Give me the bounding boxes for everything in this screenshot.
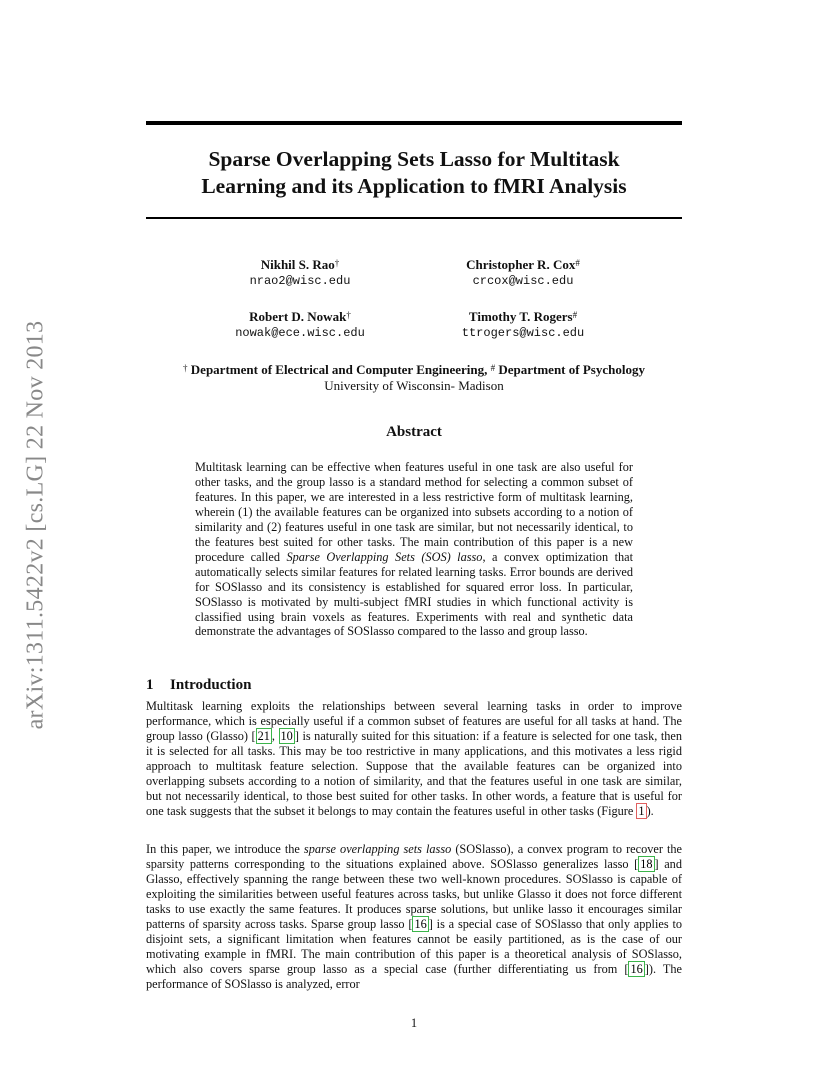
author-email: ttrogers@wisc.edu [461, 326, 585, 340]
affiliation [146, 362, 682, 394]
paper-title [146, 146, 682, 200]
citation-link[interactable]: 10 [280, 729, 293, 744]
author-name: Christopher R. Cox [466, 257, 576, 272]
abstract-emphasis: Sparse Overlapping Sets (SOS) lasso [286, 549, 483, 564]
intro-paragraph-1: Multitask learning exploits the relationships between several learning tasks in order to improve performance, which is especially useful if a common subset of features are useful for all tasks at hand. The group lasso (Glasso) [ 21 , 10 ] is naturally suited for this situation: if a feature is selected for one task, then it is selected for all tasks. This may be too restrictive in many applications, and this motivates a less rigid approach to multitask feature selection. Suppose that the available features can be organized into overlapping subsets according to a notion of similarity, and that the features useful in one task are similar, but not necessarily identical, to those best suited for other tasks. In other words, a feature that is useful for one task suggests that the subset it belongs to may contain the features useful in other tasks (Figure 1 ). [146, 699, 682, 819]
department-psychology: Department of Psychology [498, 362, 645, 377]
section-heading [146, 677, 251, 694]
author-name: Nikhil S. Rao [260, 257, 335, 272]
arxiv-id-text: arXiv:1311.5422v2 [cs.LG] 22 Nov 2013 [22, 320, 49, 730]
author-block [190, 309, 410, 341]
intro-emphasis: sparse overlapping sets lasso [303, 842, 452, 856]
author-email: nowak@ece.wisc.edu [235, 326, 365, 340]
author-mark: † [334, 258, 340, 268]
author-mark: # [575, 258, 580, 268]
citation-link[interactable]: 21 [257, 729, 270, 744]
title-line-2: Learning and its Application to fMRI Analysis [201, 174, 627, 198]
abstract-heading: Abstract [386, 424, 442, 440]
top-rule [146, 121, 682, 125]
affiliation-mark: # [490, 363, 496, 373]
affiliation-mark: † [183, 363, 188, 373]
department-ece: Department of Electrical and Computer Engineering, [190, 362, 488, 377]
title-line-1: Sparse Overlapping Sets Lasso for Multitask [208, 147, 620, 171]
intro-paragraph-2: In this paper, we introduce the sparse overlapping sets lasso (SOSlasso), a convex program to recover the sparsity patterns corresponding to the situations explained above. SOSlasso generalizes lasso [ 18 ] and Glasso, effectively spanning the range between these two well-known procedures. SOSlasso is capable of exploiting the similarities between useful features across tasks, but unlike Glasso it does not force different tasks to use exactly the same features. It produces sparse solutions, but unlike lasso it encourages similar patterns of sparsity across tasks. Sparse group lasso [ 16 ] is a special case of SOSlasso that only applies to disjoint sets, a significant limitation when features cannot be easily partitioned, as is the case of our motivating example in fMRI. The main contribution of this paper is a theoretical analysis of SOSlasso, which also covers sparse group lasso as a special case (further differentiating us from [ 16 ]). The performance of SOSlasso is analyzed, error [146, 842, 683, 992]
author-email: nrao2@wisc.edu [249, 274, 351, 288]
title-bottom-rule [146, 217, 682, 219]
citation-link[interactable]: 16 [630, 962, 643, 977]
author-block [190, 257, 410, 289]
arxiv-sidebar-stamp [24, 290, 48, 760]
author-block [413, 309, 633, 341]
author-block [413, 257, 633, 289]
author-mark: † [346, 310, 351, 320]
citation-link[interactable]: 18 [640, 857, 653, 872]
author-mark: # [572, 310, 578, 320]
page-number: 1 [410, 1016, 418, 1030]
section-title: Introduction [170, 677, 252, 693]
citation-link[interactable]: 16 [414, 917, 427, 932]
university: University of Wisconsin- Madison [324, 378, 504, 393]
abstract-body: Multitask learning can be effective when features useful in one task are also useful for other tasks, and the group lasso is a standard method for selecting a common subset of features. In this paper, we are interested in a less restrictive form of multitask learning, wherein (1) the available features can be organized into subsets according to a notion of similarity and (2) features useful in one task are similar, but not necessarily identical, to the features best suited for other tasks. The main contribution of this paper is a new procedure called Sparse Overlapping Sets (SOS) lasso, a convex optimization that automatically selects similar features for related learning tasks. Error bounds are derived for SOSlasso and its consistency is established for squared error loss. In particular, SOSlasso is motivated by multi-subject fMRI studies in which functional activity is classified using brain voxels as features. Experiments with real and synthetic data demonstrate the advantages of SOSlasso compared to the lasso and group lasso. [195, 460, 634, 639]
figure-link[interactable]: 1 [638, 804, 645, 819]
section-number: 1 [146, 677, 154, 693]
author-email: crcox@wisc.edu [472, 274, 574, 288]
author-name: Timothy T. Rogers [468, 309, 573, 324]
author-name: Robert D. Nowak [249, 309, 347, 324]
